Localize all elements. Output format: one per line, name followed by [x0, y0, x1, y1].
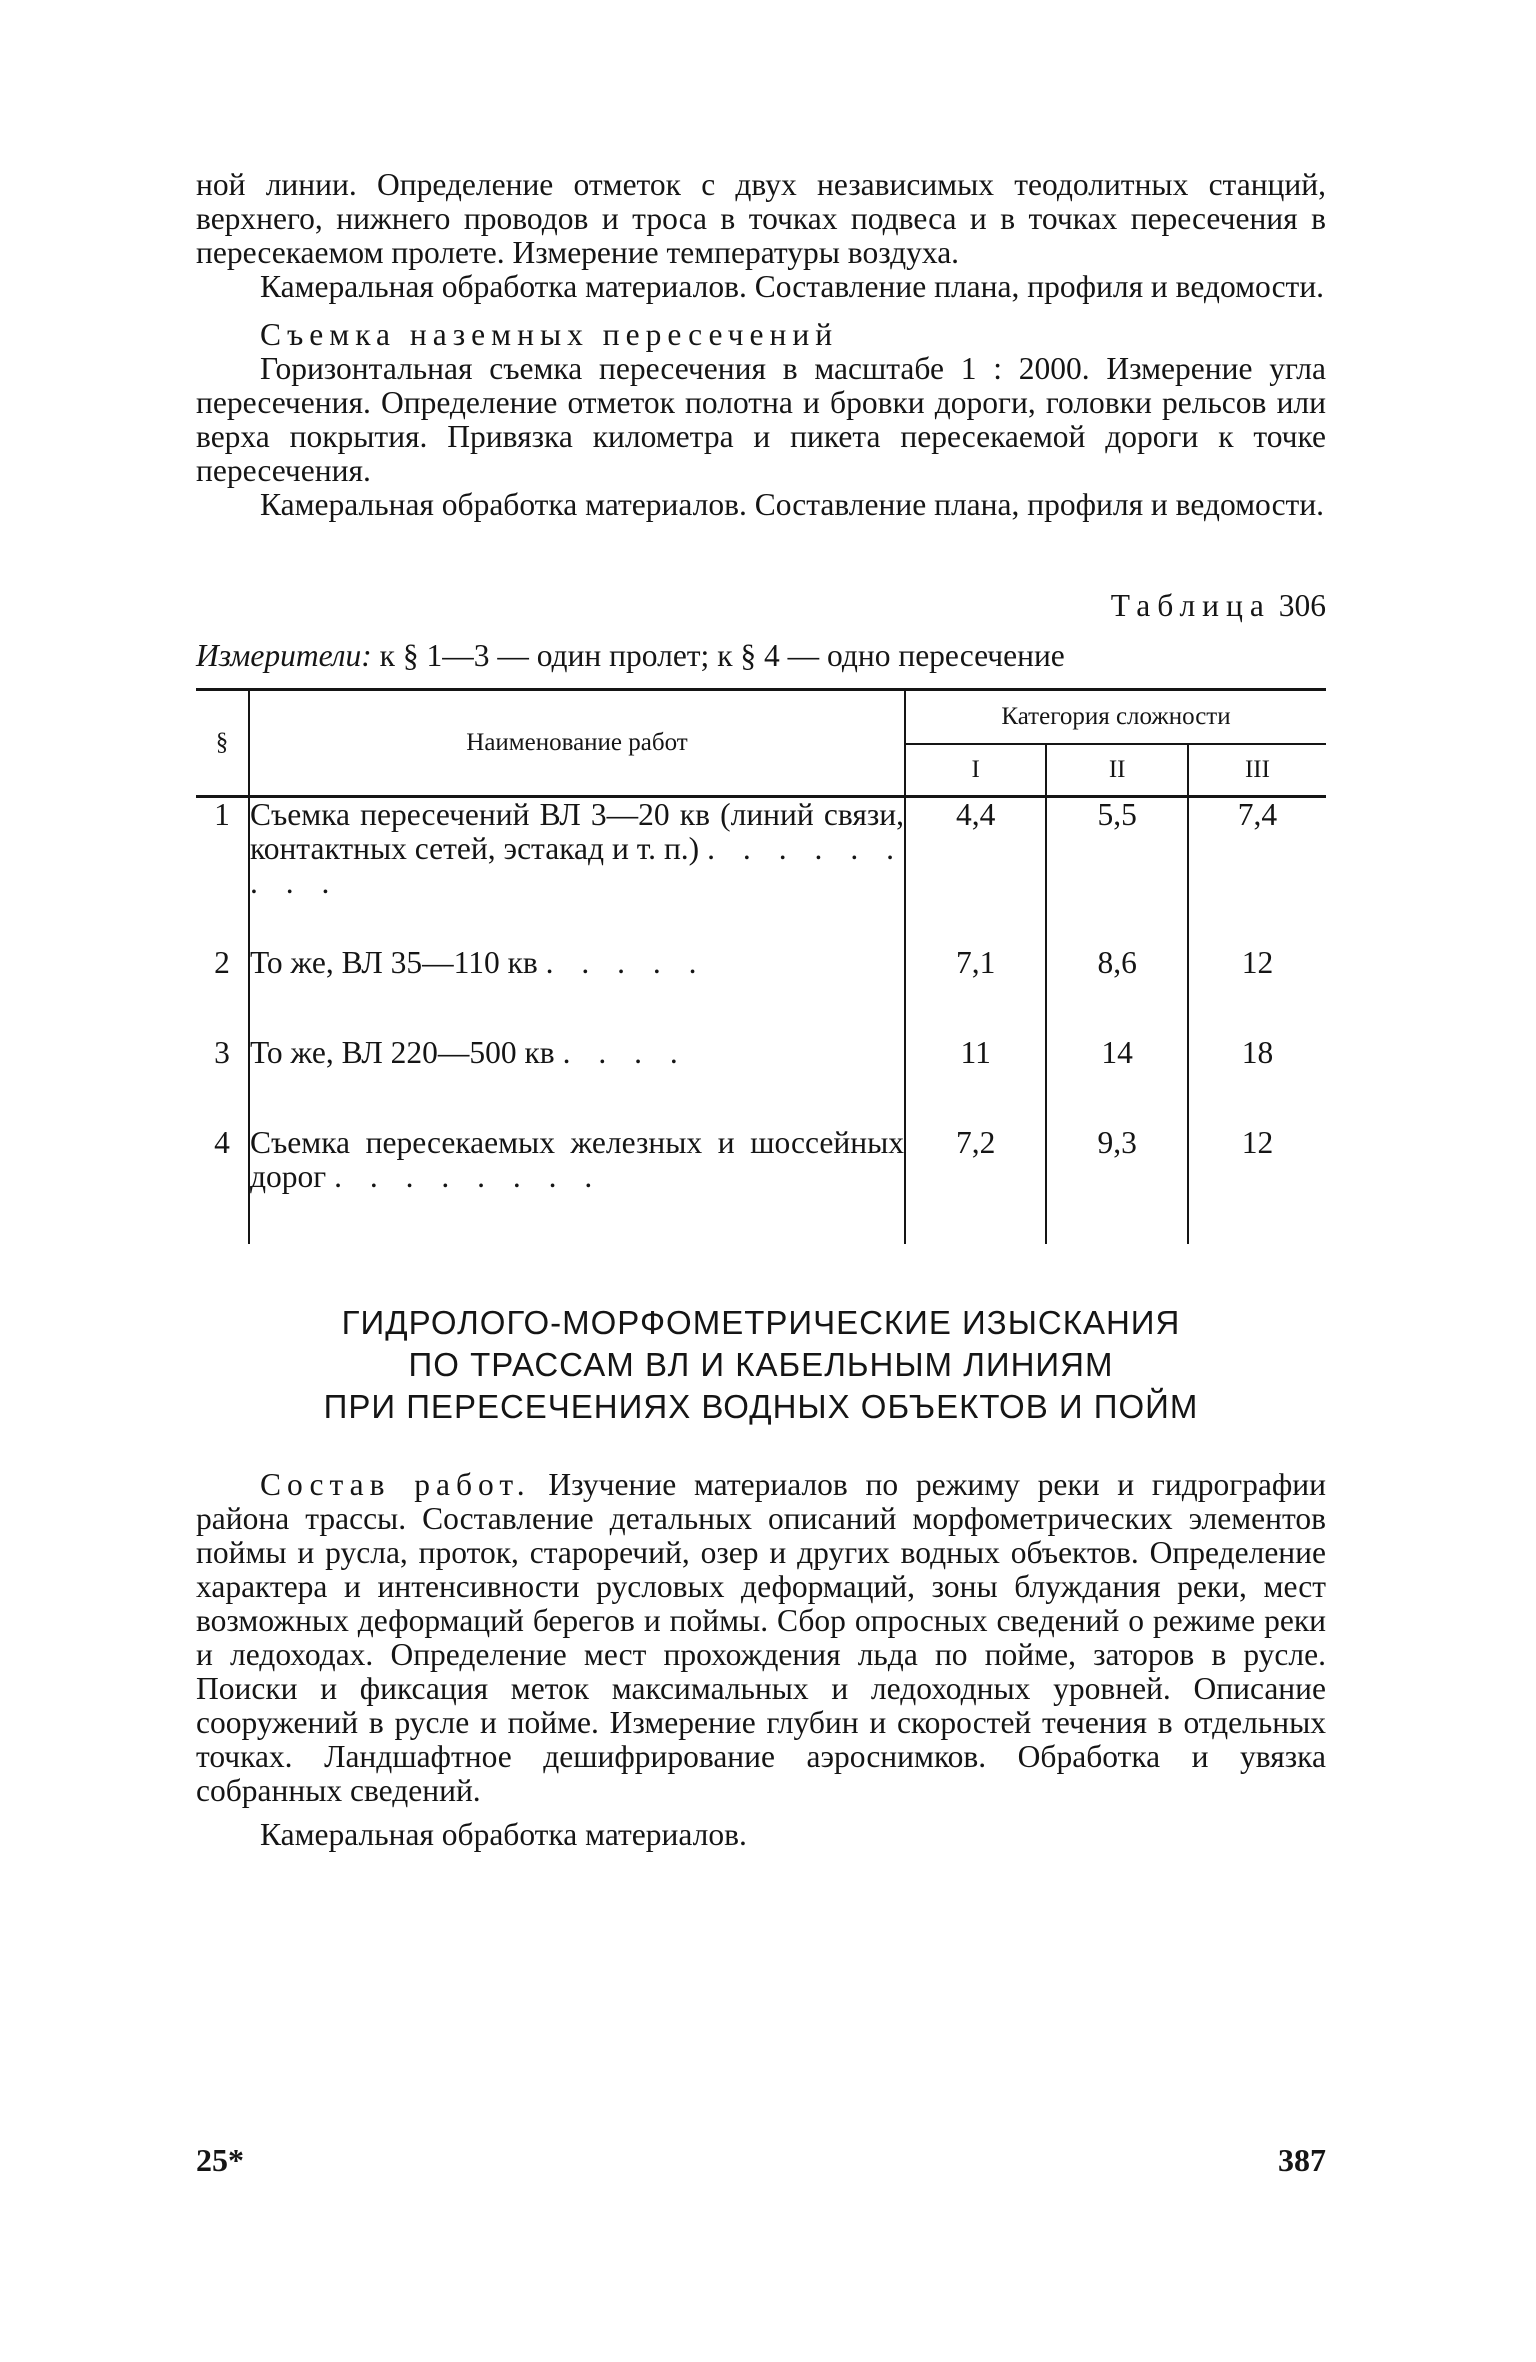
header-work-name: Наименование работ — [249, 690, 905, 797]
heading-line: ПО ТРАССАМ ВЛ И КАБЕЛЬНЫМ ЛИНИЯМ — [408, 1346, 1114, 1383]
measures-text: к § 1—3 — один пролет; к § 4 — одно пересечение — [379, 638, 1065, 673]
row-leader-dots: . . . . . . . . . — [250, 831, 905, 900]
table-measures — [196, 638, 1326, 674]
row-value-cat-3: 12 — [1188, 1126, 1326, 1244]
row-name-text: То же, ВЛ 220—500 кв — [250, 1035, 555, 1070]
row-name-text: Съемка пересечений ВЛ 3—20 кв (линий связи, контактных сетей, эстакад и т. п.) — [250, 797, 904, 866]
header-category: Категория сложности — [905, 690, 1326, 745]
row-name — [249, 1036, 905, 1126]
composition-label: Состав работ. — [260, 1467, 531, 1502]
section-title: Съемка наземных пересечений — [260, 317, 839, 352]
table-label-number: 306 — [1278, 588, 1326, 623]
chapter-heading — [196, 1302, 1326, 1428]
paragraph: ной линии. Определение отметок с двух независимых теодолитных станций, верхнего, нижнего проводов и троса в точках подвеса и в точках пересечения в пересекаемом пролете. Измерение температуры воздуха. — [196, 167, 1326, 270]
page-number: 387 — [1278, 2142, 1326, 2178]
heading-line: ГИДРОЛОГО-МОРФОМЕТРИЧЕСКИЕ ИЗЫСКАНИЯ — [341, 1304, 1181, 1341]
row-number: 1 — [214, 797, 230, 832]
row-value-cat-3: 7,4 — [1188, 797, 1326, 947]
row-name — [249, 1126, 905, 1244]
row-value-cat-2: 5,5 — [1046, 797, 1187, 947]
row-value-cat-1: 7,2 — [956, 1125, 996, 1160]
row-name-text: То же, ВЛ 35—110 кв — [250, 945, 538, 980]
row-value-cat-1: 7,1 — [956, 945, 996, 980]
measures-label: Измерители: — [196, 638, 372, 673]
table-label-word: Таблица — [1110, 588, 1271, 623]
paragraph: Камеральная обработка материалов. Составление плана, профиля и ведомости. — [260, 269, 1325, 304]
header-cat-1: I — [971, 756, 980, 783]
row-value-cat-1: 4,4 — [956, 797, 996, 832]
composition-text: Изучение материалов по режиму реки и гидрографии района трассы. Составление детальных описаний морфометрических элементов поймы и русла, проток, староречий, озер и других водных объектов. Определение характера и интенсивности русловых деформаций, зоны блуждания реки, мест возможных деформаций берегов и поймы. Сбор опросных сведений о режиме реки и ледоходах. Определение мест прохождения льда по пойме, заторов в русле. Поиски и фиксация меток максимальных и ледоходных уровней. Описание сооружений в русле и пойме. Измерение глубин и скоростей течения в отдельных точках. Ландшафтное дешифрирование аэроснимков. Обработка и увязка собранных сведений. — [196, 1467, 1326, 1808]
composition-paragraph — [196, 1468, 1326, 1808]
work-table — [196, 688, 1326, 1244]
header-cat-3: III — [1188, 744, 1326, 797]
table-row — [196, 946, 1326, 1036]
row-name — [249, 946, 905, 1036]
heading-line: ПРИ ПЕРЕСЕЧЕНИЯХ ВОДНЫХ ОБЪЕКТОВ И ПОЙМ — [323, 1388, 1199, 1425]
header-cat-2: II — [1046, 744, 1187, 797]
row-name-text: Съемка пересекаемых железных и шоссейных дорог — [250, 1125, 904, 1194]
row-value-cat-3: 12 — [1188, 946, 1326, 1036]
table-row — [196, 1036, 1326, 1126]
header-paragraph-sign: § — [215, 729, 229, 756]
row-number: 3 — [214, 1035, 230, 1070]
paragraph: Камеральная обработка материалов. — [260, 1817, 747, 1852]
table-row — [196, 797, 1326, 947]
table-label — [196, 588, 1326, 624]
row-leader-dots: . . . . . — [545, 945, 707, 980]
paragraph: Камеральная обработка материалов. Составление плана, профиля и ведомости. — [260, 487, 1325, 522]
row-leader-dots: . . . . — [562, 1035, 688, 1070]
row-value-cat-3: 18 — [1188, 1036, 1326, 1126]
row-number: 2 — [214, 945, 230, 980]
row-leader-dots: . . . . . . . . — [334, 1159, 603, 1194]
paragraph: Горизонтальная съемка пересечения в масштабе 1 : 2000. Измерение угла пересечения. Определение отметок полотна и бровки дороги, головки рельсов или верха покрытия. Привязка километра и пикета пересекаемой дороги к точке пересечения. — [196, 351, 1326, 488]
row-value-cat-2: 8,6 — [1046, 946, 1187, 1036]
page-content — [196, 168, 1326, 1852]
table-row — [196, 1126, 1326, 1244]
row-name — [249, 797, 905, 947]
row-value-cat-2: 14 — [1046, 1036, 1187, 1126]
row-number: 4 — [214, 1125, 230, 1160]
signature-mark: 25* — [196, 2142, 244, 2178]
row-value-cat-2: 9,3 — [1046, 1126, 1187, 1244]
row-value-cat-1: 11 — [960, 1035, 991, 1070]
